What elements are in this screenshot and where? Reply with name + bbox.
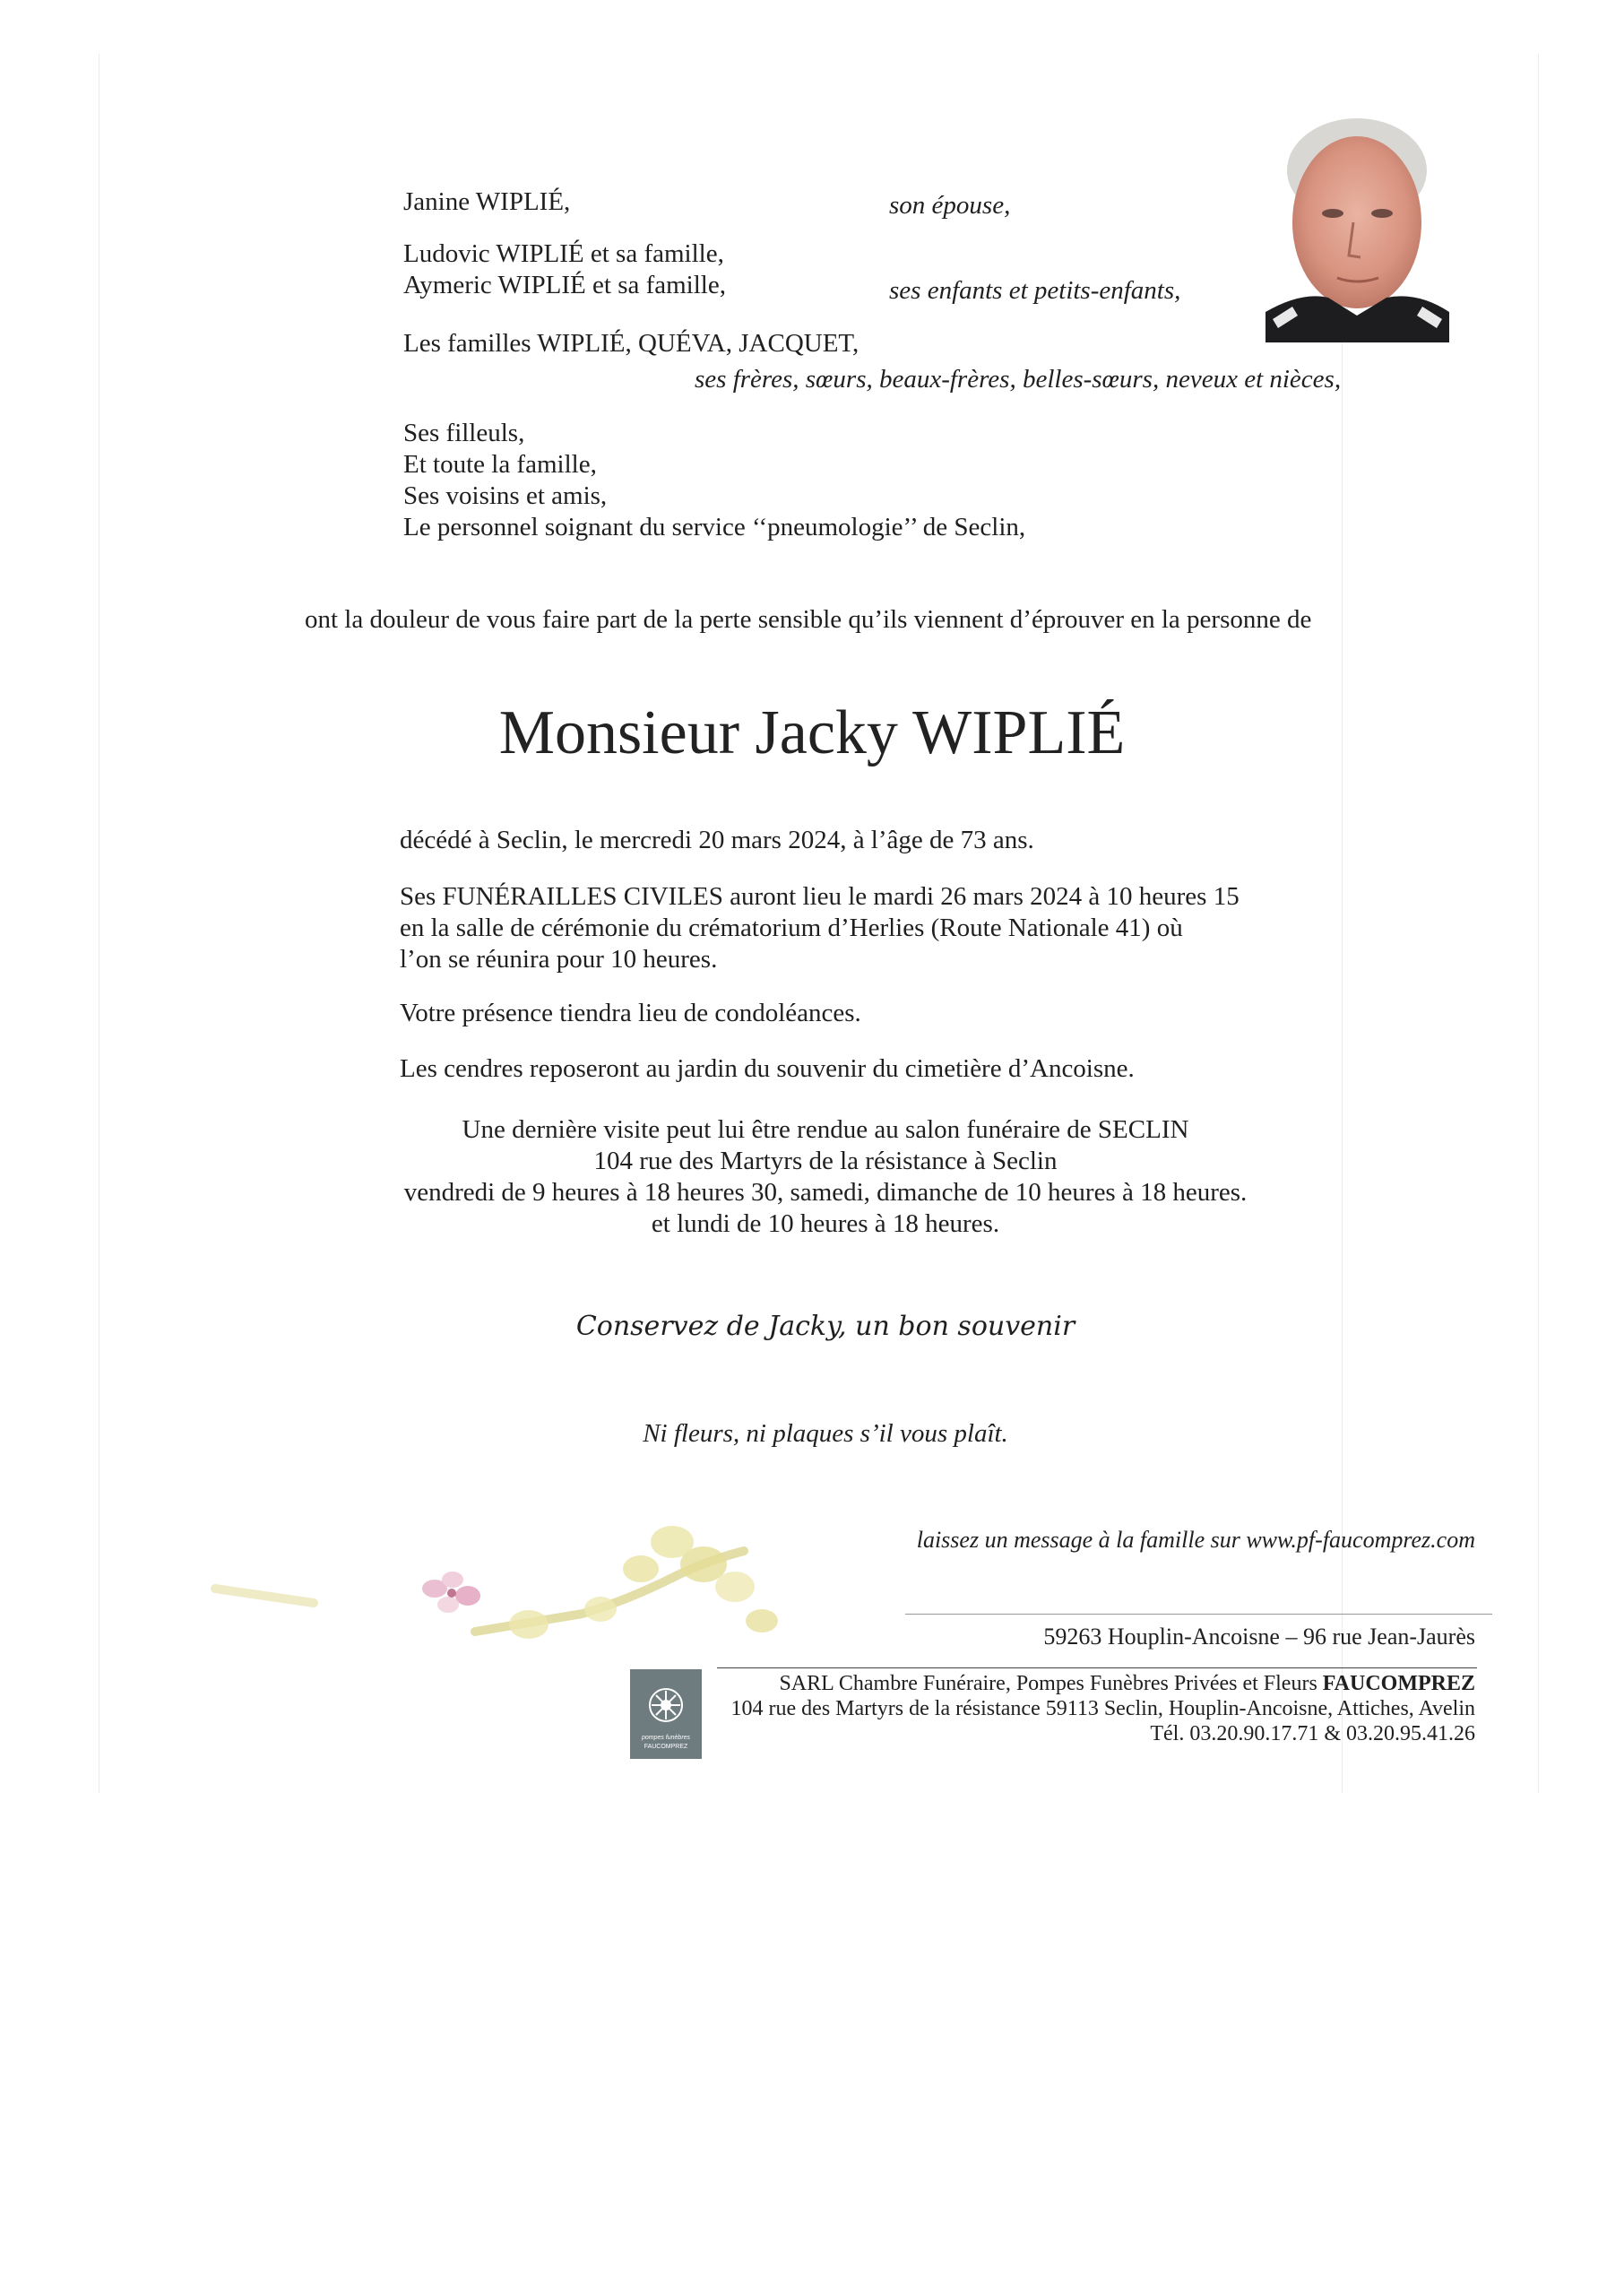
funeral-line-2: en la salle de cérémonie du crématorium d’Herlies (Route Nationale 41) où [400,914,1183,942]
other-1: Ses filleuls, [403,419,525,447]
families-role: ses frères, sœurs, beaux-frères, belles-sœurs, neveux et nièces, [695,365,1342,394]
logo-small-text: pompes funèbres [641,1735,691,1741]
company-phone: Tél. 03.20.90.17.71 & 03.20.95.41.26 [1150,1722,1475,1745]
no-flowers-note: Ni fleurs, ni plaques s’il vous plaît. [643,1419,1008,1448]
address-rule [905,1614,1492,1615]
announcement-line: ont la douleur de vous faire part de la perte sensible qu’ils viennent d’éprouver en la personne de [305,605,1312,634]
visit-line-4: et lundi de 10 heures à 18 heures. [651,1209,1000,1238]
logo-name-text: FAUCOMPREZ [644,1744,688,1750]
deceased-name: Monsieur Jacky WIPLIÉ [498,698,1126,767]
company-rule [717,1667,1477,1668]
company-address: 104 rue des Martyrs de la résistance 59113 Seclin, Houplin-Ancoisne, Attiches, Avelin [730,1697,1475,1720]
death-details: décédé à Seclin, le mercredi 20 mars 2024, à l’âge de 73 ans. [400,826,1034,854]
condolences-line: Votre présence tiendra lieu de condoléances. [400,999,861,1027]
company-name: FAUCOMPREZ [1322,1672,1475,1695]
children-role: ses enfants et petits-enfants, [889,276,1181,305]
child-1: Ludovic WIPLIÉ et sa famille, [403,239,724,268]
child-2: Aymeric WIPLIÉ et sa famille, [403,271,726,299]
families-names: Les familles WIPLIÉ, QUÉVA, JACQUET, [403,329,860,358]
other-3: Ses voisins et amis, [403,481,608,510]
other-2: Et toute la famille, [403,450,597,479]
ashes-line: Les cendres reposeront au jardin du souvenir du cimetière d’Ancoisne. [400,1054,1135,1083]
orchid-decoration [206,1515,816,1658]
message-line: laissez un message à la famille sur www.pf-faucomprez.com [916,1527,1475,1553]
company-logo [630,1669,702,1759]
visit-line-2: 104 rue des Martyrs de la résistance à Seclin [593,1147,1058,1175]
address-line: 59263 Houplin-Ancoisne – 96 rue Jean-Jaurès [1043,1624,1475,1650]
company-prefix: SARL Chambre Funéraire, Pompes Funèbres Privées et Fleurs [779,1672,1323,1695]
company-line [779,1671,1475,1696]
visit-line-1: Une dernière visite peut lui être rendue au salon funéraire de SECLIN [462,1115,1189,1144]
funeral-line-3: l’on se réunira pour 10 heures. [400,945,718,974]
spouse-role: son épouse, [889,191,1011,220]
fold-line-edge [1538,54,1539,1793]
memorial-script-line: Conservez de Jacky, un bon souvenir [575,1311,1075,1342]
other-4: Le personnel soignant du service ‘‘pneumologie’’ de Seclin, [403,513,1026,541]
visit-line-3: vendredi de 9 heures à 18 heures 30, samedi, dimanche de 10 heures à 18 heures. [403,1178,1248,1207]
spouse-name: Janine WIPLIÉ, [403,187,571,216]
portrait-photo [1266,108,1449,342]
fold-line-right [1342,341,1343,1793]
funeral-line-1: Ses FUNÉRAILLES CIVILES auront lieu le mardi 26 mars 2024 à 10 heures 15 [400,882,1240,911]
